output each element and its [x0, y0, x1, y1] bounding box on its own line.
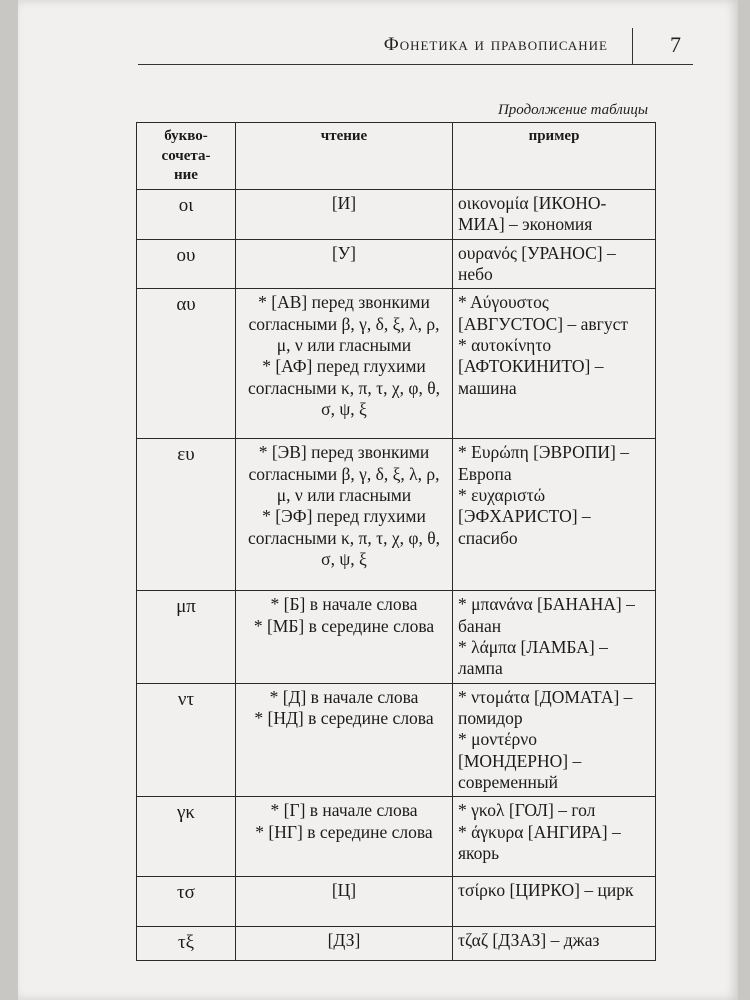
example-cell: τζαζ [ДЗАЗ] – джаз	[453, 927, 656, 961]
table-row	[137, 439, 656, 591]
table-row	[137, 877, 656, 927]
chapter-title: Фонетика и правописание	[383, 34, 608, 55]
example-cell: οικονομία [ИКОНО-МИА] – экономия	[453, 189, 656, 239]
combination-cell: γκ	[137, 797, 236, 877]
combination-cell: τσ	[137, 877, 236, 927]
page-number: 7	[670, 32, 681, 57]
column-header-reading: чтение	[236, 123, 453, 190]
combination-cell: αυ	[137, 289, 236, 439]
reading-cell: [И]	[236, 189, 453, 239]
reading-cell: [У]	[236, 239, 453, 289]
table-row	[137, 927, 656, 961]
combination-cell: ευ	[137, 439, 236, 591]
example-cell: ουρανός [УРАНОС] – небо	[453, 239, 656, 289]
table-row	[137, 797, 656, 877]
table-row	[137, 591, 656, 683]
example-cell: * γκολ [ГОЛ] – гол * άγκυρα [АНГИРА] – якорь	[453, 797, 656, 877]
combination-cell: ου	[137, 239, 236, 289]
column-header-combination: букво- сочета- ние	[137, 123, 236, 190]
letter-combination-table	[136, 122, 656, 961]
reading-cell: * [Б] в начале слова * [МБ] в середине слова	[236, 591, 453, 683]
reading-cell: * [ЭВ] перед звонкими согласными β, γ, δ, ξ, λ, ρ, μ, ν или гласными * [ЭФ] перед глухими согласными κ, π, τ, χ, φ, θ, σ, ψ, ξ	[236, 439, 453, 591]
table-row	[137, 189, 656, 239]
example-cell: * Ευρώπη [ЭВРОПИ] – Европа * ευχαριστώ [ЭФХАРИСТО] – спасибо	[453, 439, 656, 591]
running-header	[138, 28, 693, 68]
header-separator	[632, 28, 633, 64]
combination-cell: μπ	[137, 591, 236, 683]
table-caption: Продолжение таблицы	[497, 102, 648, 118]
table-body	[137, 189, 656, 961]
header-rule	[138, 64, 693, 65]
table-header-row	[137, 123, 656, 190]
example-cell: τσίρκο [ЦИРКО] – цирк	[453, 877, 656, 927]
example-cell: * μπανάνα [БАНАНА] – банан * λάμπα [ЛАМБА] – лампа	[453, 591, 656, 683]
reading-cell: [Ц]	[236, 877, 453, 927]
reading-cell: * [Г] в начале слова * [НГ] в середине слова	[236, 797, 453, 877]
combination-cell: ντ	[137, 683, 236, 797]
combination-cell: οι	[137, 189, 236, 239]
table-row	[137, 239, 656, 289]
reading-cell: [ДЗ]	[236, 927, 453, 961]
example-cell: * ντομάτα [ДОМАТА] – помидор * μοντέρνο [МОНДЕРНО] – современный	[453, 683, 656, 797]
table-row	[137, 289, 656, 439]
example-cell: * Αύγουστος [АВГУСТОС] – август * αυτοκίνητο [АФТОКИНИТО] – машина	[453, 289, 656, 439]
book-page	[18, 0, 738, 1000]
table-row	[137, 683, 656, 797]
combination-cell: τξ	[137, 927, 236, 961]
reading-cell: * [АВ] перед звонкими согласными β, γ, δ, ξ, λ, ρ, μ, ν или гласными * [АФ] перед глухими согласными κ, π, τ, χ, φ, θ, σ, ψ, ξ	[236, 289, 453, 439]
column-header-example: пример	[453, 123, 656, 190]
reading-cell: * [Д] в начале слова * [НД] в середине слова	[236, 683, 453, 797]
